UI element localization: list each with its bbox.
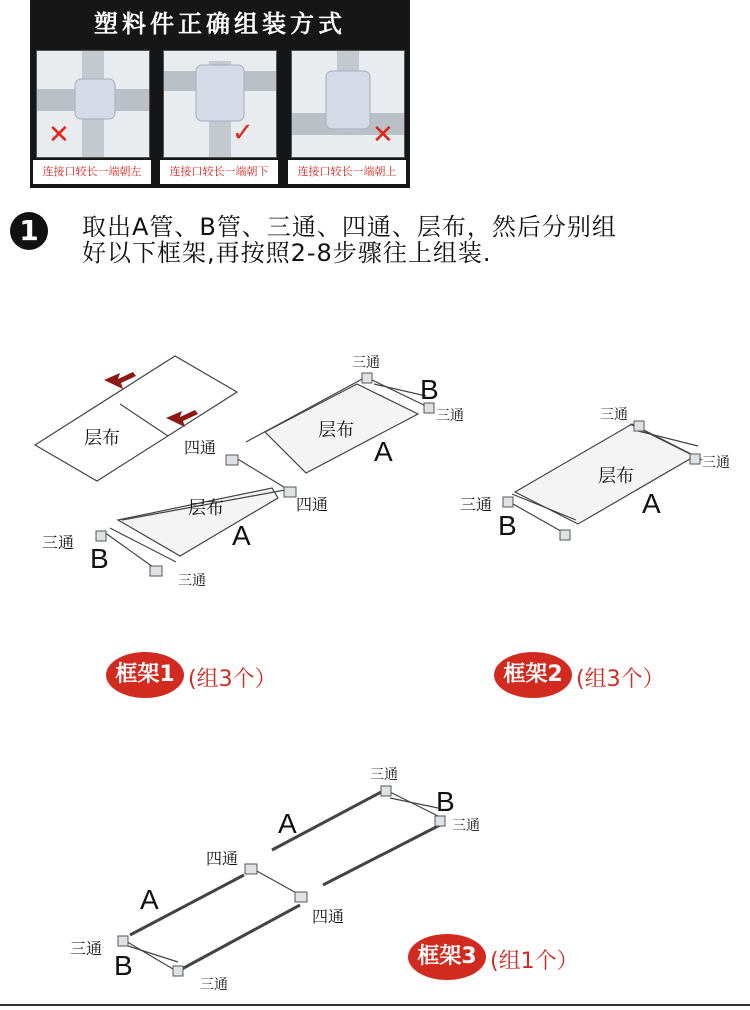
frame1-quantity: (组3个）: [188, 667, 277, 692]
a-pipe-label: A: [232, 520, 251, 551]
sheet-label-mid: 层布: [188, 498, 224, 519]
four-way-label: 四通: [206, 849, 239, 868]
tee-label: 三通: [600, 407, 628, 423]
b-pipe-label: B: [90, 543, 109, 574]
b-pipe-label: B: [498, 510, 517, 541]
tee-label: 三通: [370, 767, 398, 783]
tee-label: 三通: [460, 495, 493, 514]
tee-label: 三通: [200, 977, 228, 993]
frame2-badge: 框架2: [494, 652, 572, 698]
tee-label: 三通: [70, 939, 103, 958]
header-title: 塑料件正确组装方式: [94, 10, 346, 38]
divider: [0, 1004, 750, 1006]
sheet-label: 层布: [598, 466, 634, 487]
tee-label: 三通: [702, 455, 730, 471]
a-pipe-label: A: [374, 436, 393, 467]
b-pipe-label: B: [420, 374, 439, 405]
caption-3: 连接口较长一端朝上: [288, 160, 406, 184]
a-pipe-label: A: [140, 884, 159, 915]
tee-label: 三通: [178, 573, 206, 589]
step-line-1: 取出A管、B管、三通、四通、层布，然后分别组: [82, 213, 617, 241]
sheet-label-right: 层布: [318, 420, 354, 441]
four-way-label: 四通: [312, 907, 345, 926]
a-pipe-label: A: [642, 488, 661, 519]
b-pipe-label: B: [114, 950, 133, 981]
frame3-quantity: (组1个）: [490, 949, 579, 974]
wrong-mark-icon-1: ✕: [48, 120, 70, 150]
step-number: 1: [10, 212, 48, 250]
tee-label: 三通: [352, 355, 380, 371]
frame1-badge: 框架1: [106, 652, 184, 698]
sheet-label-top: 层布: [84, 428, 120, 449]
a-pipe-label: A: [278, 808, 297, 839]
wrong-mark-icon-2: ✕: [372, 120, 394, 150]
four-way-label: 四通: [296, 495, 329, 514]
four-way-label: 四通: [184, 438, 217, 457]
tee-label: 三通: [452, 818, 480, 834]
b-pipe-label: B: [436, 786, 455, 817]
step-line-2: 好以下框架,再按照2-8步骤往上组装.: [82, 239, 492, 267]
check-mark-icon: ✓: [232, 118, 254, 148]
tee-label: 三通: [42, 533, 75, 552]
frame2-quantity: (组3个）: [576, 667, 665, 692]
tee-label: 三通: [436, 408, 464, 424]
frame3-badge: 框架3: [408, 934, 486, 980]
caption-1: 连接口较长一端朝左: [33, 160, 151, 184]
caption-2: 连接口较长一端朝下: [160, 160, 278, 184]
